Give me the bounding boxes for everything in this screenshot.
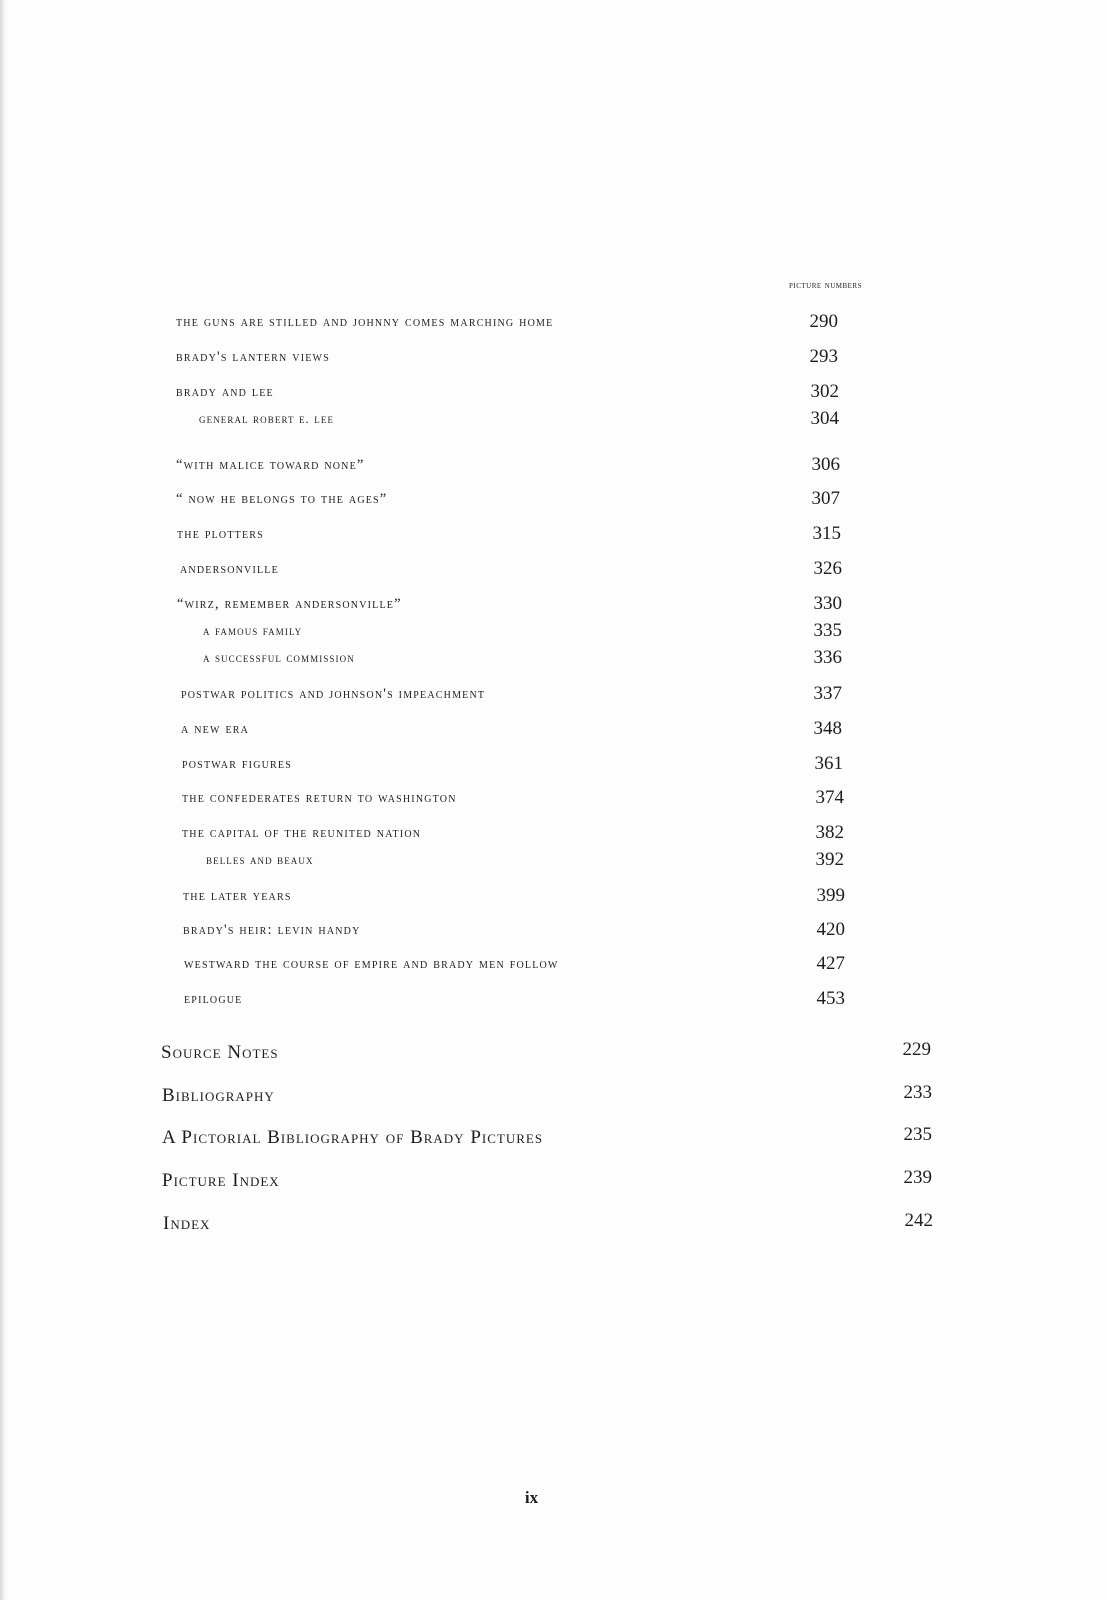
toc-entry-title: andersonville (180, 561, 279, 577)
picture-numbers-header: picture numbers (788, 280, 862, 291)
toc-entry (176, 381, 866, 406)
toc-entry-number: 330 (813, 593, 842, 614)
toc-entry-number: 315 (812, 523, 841, 544)
toc-subentry (199, 408, 866, 433)
toc-entry-number: 453 (816, 988, 845, 1009)
toc-entry-title: postwar figures (182, 756, 292, 772)
back-matter-title: A Pictorial Bibliography of Brady Pictures (162, 1127, 544, 1148)
toc-entry-title: “wirz, remember andersonville” (177, 596, 402, 612)
toc-entry-number: 304 (810, 408, 839, 429)
toc-entry (184, 988, 874, 1013)
toc-entry (176, 311, 866, 336)
page-edge-shadow (0, 0, 6, 1600)
toc-entry-title: the confederates return to washington (182, 790, 457, 806)
toc-entry (182, 787, 872, 812)
toc-entry-number: 306 (811, 454, 840, 475)
back-matter-entry (162, 1082, 932, 1111)
toc-subentry (206, 849, 873, 874)
back-matter-entry (162, 1124, 932, 1153)
back-matter-entry (161, 1039, 931, 1068)
back-matter-page: 242 (904, 1210, 933, 1231)
toc-entry-number: 392 (815, 849, 844, 870)
toc-entry (182, 822, 872, 847)
toc-entry-number: 337 (813, 683, 842, 704)
back-matter-entry (162, 1167, 932, 1196)
back-matter-title: Source Notes (161, 1042, 279, 1063)
toc-entry-title: a successful commission (203, 650, 355, 665)
toc-entry-title: general robert e. lee (199, 411, 335, 426)
toc-entry-title: westward the course of empire and brady men follow (184, 956, 559, 972)
toc-entry (180, 558, 870, 583)
toc-entry-title: brady's heir: levin handy (183, 922, 361, 938)
toc-entry-number: 336 (813, 647, 842, 668)
toc-entry-number: 399 (816, 885, 845, 906)
back-matter-page: 233 (903, 1082, 932, 1103)
toc-entry (177, 523, 867, 548)
toc-entry (181, 683, 871, 708)
toc-subentry (203, 647, 870, 672)
toc-entry-number: 302 (810, 381, 839, 402)
toc-entry-title: “with malice toward none” (176, 457, 365, 473)
toc-entry-title: postwar politics and johnson's impeachment (181, 686, 486, 702)
page-folio: ix (524, 1488, 539, 1507)
toc-entry-number: 348 (813, 718, 842, 739)
toc-entry-number: 307 (811, 488, 840, 509)
toc-subentry (203, 620, 870, 645)
toc-entry-title: belles and beaux (206, 852, 314, 867)
toc-entry (176, 454, 866, 479)
toc-entry-title: the plotters (177, 526, 264, 542)
back-matter-entry (163, 1210, 933, 1239)
toc-entry-title: brady and lee (176, 384, 274, 400)
toc-entry-number: 326 (813, 558, 842, 579)
toc-entry-number: 427 (816, 953, 845, 974)
toc-entry-title: the guns are stilled and johnny comes marching home (176, 314, 554, 330)
toc-entry (183, 885, 873, 910)
toc-entry-number: 382 (815, 822, 844, 843)
toc-entry-title: a new era (181, 721, 250, 737)
back-matter-page: 239 (903, 1167, 932, 1188)
toc-entry (182, 753, 872, 778)
toc-entry-number: 374 (815, 787, 844, 808)
toc-entry (183, 919, 873, 944)
toc-entry-title: the later years (183, 888, 292, 904)
back-matter-title: Bibliography (162, 1085, 275, 1106)
toc-entry (184, 953, 874, 978)
toc-entry (177, 593, 867, 618)
toc-entry (176, 488, 866, 513)
toc-entry-number: 293 (809, 346, 838, 367)
back-matter-title: Index (163, 1213, 211, 1234)
toc-entry-title: brady's lantern views (176, 349, 330, 365)
toc-entry-title: the capital of the reunited nation (182, 825, 422, 841)
toc-entry-title: a famous family (203, 623, 303, 638)
toc-entry-title: “ now he belongs to the ages” (176, 491, 388, 507)
toc-entry (176, 346, 866, 371)
toc-entry-title: epilogue (184, 991, 243, 1007)
back-matter-title: Picture Index (162, 1170, 280, 1191)
toc-entry-number: 335 (813, 620, 842, 641)
toc-entry (181, 718, 871, 743)
toc-entry-number: 361 (814, 753, 843, 774)
toc-entry-number: 290 (809, 311, 838, 332)
back-matter-page: 235 (903, 1124, 932, 1145)
back-matter-page: 229 (902, 1039, 931, 1060)
toc-entry-number: 420 (816, 919, 845, 940)
